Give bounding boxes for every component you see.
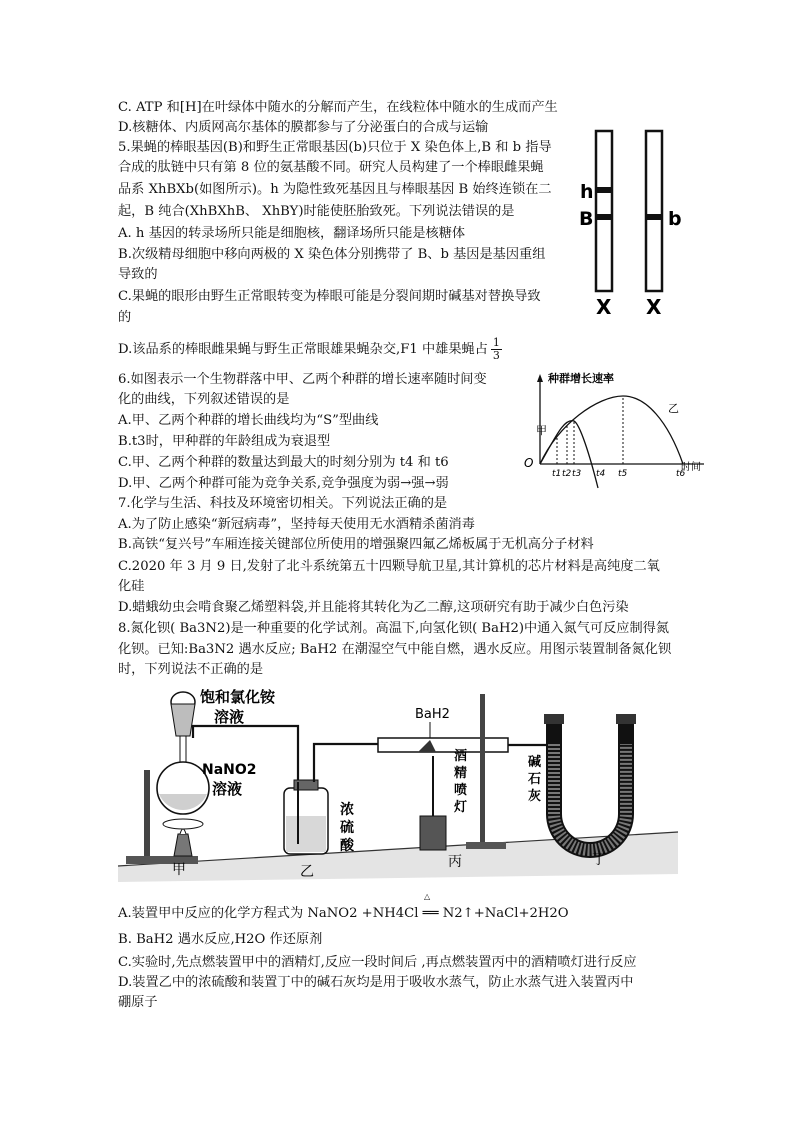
q4-option-c: C. ATP 和[H]在叶绿体中随水的分解而产生，在线粒体中随水的生成而产生: [118, 100, 558, 115]
tick-t2: t2: [562, 469, 572, 479]
q5-stem-4: 起，B 纯合(XhBXhB、 XhBY)时能使胚胎致死。下列说法错误的是: [118, 204, 515, 219]
q7-option-c-1: C.2020 年 3 月 9 日,发射了北斗系统第五十四颗导航卫星,其计算机的芯片材料是高纯度二氧: [118, 559, 660, 574]
u-tube-stopper-right: [616, 714, 636, 724]
q8-stem-2: 化钡。已知:Ba3N2 遇水反应; BaH2 在潮湿空气中能自燃，遇水反应。用图示装置制备氮化钡: [118, 642, 672, 657]
q8-stem-1: 8.氮化钡( Ba3N2)是一种重要的化学试剂。高温下,向氢化钡( BaH2)中通入氮气可反应制得氮: [118, 621, 670, 636]
spray-lamp-body: [420, 816, 446, 850]
chromosome-x2: [646, 131, 662, 291]
q8-option-b: B. BaH2 遇水反应,H2O 作还原剂: [118, 932, 323, 947]
label-solution-2: 溶液: [212, 780, 243, 798]
apparatus-ding: [544, 714, 636, 850]
jia-stand-base: [126, 856, 198, 864]
q8-stem-3: 时，下列说法不正确的是: [118, 662, 264, 677]
label-h2so4-2: 硫: [340, 820, 354, 836]
tick-t5: t5: [618, 469, 628, 479]
bing-stand-base: [466, 842, 506, 849]
series-yi-label: 乙: [668, 402, 679, 415]
q5-option-c-2: 的: [118, 310, 132, 325]
q5-option-c-1: C.果蝇的眼形由野生正常眼转变为棒眼可能是分裂间期时碱基对替换导致: [118, 289, 541, 304]
label-b: b: [668, 208, 682, 230]
label-lamp-3: 喷: [454, 783, 468, 798]
q8-option-a: A.装置甲中反应的化学方程式为 NaNO2 +NH4Cl ══ N2↑+NaCl+2H2O: [118, 906, 569, 921]
q6-stem-1: 6.如图表示一个生物群落中甲、乙两个种群的增长速率随时间变: [118, 372, 487, 387]
funnel-body: [171, 704, 195, 736]
label-jia: 甲: [172, 862, 186, 878]
q5-stem-1: 5.果蝇的棒眼基因(B)和野生正常眼基因(b)只位于 X 染色体上,B 和 b 指导: [118, 140, 552, 155]
q5-option-d: [118, 337, 502, 362]
q5-option-a: A. h 基因的转录场所只能是细胞核，翻译场所只能是核糖体: [118, 226, 466, 241]
label-lime-1: 碱: [528, 755, 542, 770]
q7-option-d: D.蜡蛾幼虫会啃食聚乙烯塑料袋,并且能将其转化为乙二醇,这项研究有助于减少白色污染: [118, 600, 629, 615]
q6-option-c: C.甲、乙两个种群的数量达到最大的时刻分别为 t4 和 t6: [118, 455, 449, 470]
q7-option-c-2: 化硅: [118, 579, 145, 594]
jia-stand-rod: [144, 770, 150, 860]
q6-option-d: D.甲、乙两个种群可能为竞争关系,竞争强度为弱→强→弱: [118, 476, 449, 491]
tick-t4: t4: [596, 469, 606, 479]
q7-stem: 7.化学与生活、科技及环境密切相关。下列说法正确的是: [118, 496, 448, 511]
q7-option-a: A.为了防止感染“新冠病毒”，坚持每天使用无水酒精杀菌消毒: [118, 517, 475, 532]
fraction-denominator: 3: [492, 349, 500, 362]
label-bing: 丙: [448, 854, 462, 870]
x-axis-label: 时间: [681, 462, 701, 473]
series-jia-label: 甲: [536, 424, 547, 437]
fraction: [491, 337, 502, 362]
apparatus-figure: [118, 684, 678, 882]
heat-mark: △: [424, 892, 431, 901]
tick-t1: t1: [552, 469, 562, 479]
growth-rate-chart: [518, 366, 710, 494]
q6-option-b: B.t3时，甲种群的年龄组成为衰退型: [118, 434, 331, 449]
label-nano2: NaNO2: [202, 762, 257, 778]
label-lime-2: 石: [528, 772, 542, 787]
label-bah2: BaH2: [415, 707, 450, 722]
label-h: h: [580, 181, 594, 203]
chromosome-x1: [596, 131, 612, 291]
label-lamp-1: 酒: [454, 749, 468, 764]
label-B: B: [579, 208, 594, 230]
reaction-tube: [378, 738, 508, 752]
alcohol-lamp: [174, 834, 192, 856]
origin-label: O: [524, 456, 534, 470]
apparatus-jia: [126, 692, 298, 864]
q8-option-d-2: 硼原子: [118, 995, 158, 1010]
band-B: [596, 214, 612, 220]
label-yi: 乙: [300, 864, 314, 880]
bing-stand-rod: [480, 694, 485, 844]
label-h2so4-3: 酸: [340, 838, 354, 854]
label-lime-3: 灰: [528, 789, 542, 804]
label-saturated-nh4cl: 饱和氯化铵: [200, 688, 276, 706]
label-ding: 丁: [592, 852, 606, 868]
label-x1: X: [596, 295, 612, 319]
u-tube-stopper-left: [544, 714, 564, 724]
wire-gauze: [163, 819, 203, 829]
label-lamp-2: 精: [454, 766, 468, 781]
lamp-flame: [180, 829, 186, 834]
tick-t6: t6: [676, 469, 686, 479]
band-b: [646, 214, 662, 220]
funnel-stem: [180, 736, 186, 762]
q5-option-b-2: 导致的: [118, 267, 158, 282]
label-lamp-4: 灯: [454, 800, 468, 815]
q6-stem-2: 化的曲线，下列叙述错误的是: [118, 392, 290, 407]
q5-option-d-text: D.该品系的棒眼雌果蝇与野生正常眼雄果蝇杂交,F1 中雄果蝇占: [118, 342, 488, 357]
q4-option-d: D.核糖体、内质网高尔基体的膜都参与了分泌蛋白的合成与运输: [118, 120, 489, 135]
q5-stem-2: 合成的肽链中只有第 8 位的氨基酸不同。研究人员构建了一个棒眼雌果蝇: [118, 160, 544, 175]
q5-option-b-1: B.次级精母细胞中移向两极的 X 染色体分别携带了 B、b 基因是基因重组: [118, 247, 546, 262]
q5-stem-3: 品系 XhBXb(如图所示)。h 为隐性致死基因且与棒眼基因 B 始终连锁在二: [118, 182, 552, 197]
q8-option-c: C.实验时,先点燃装置甲中的酒精灯,反应一段时间后 ,再点燃装置丙中的酒精喷灯进行反应: [118, 955, 637, 970]
q6-option-a: A.甲、乙两个种群的增长曲线均为“S”型曲线: [118, 413, 379, 428]
label-h2so4-1: 浓: [340, 802, 354, 818]
q8-option-d-1: D.装置乙中的浓硫酸和装置丁中的碱石灰均是用于吸收水蒸气，防止水蒸气进入装置丙中: [118, 975, 634, 990]
sulfuric-acid-liquid: [286, 816, 326, 852]
fraction-numerator: 1: [492, 336, 500, 349]
label-solution-1: 溶液: [214, 708, 245, 726]
q7-option-b: B.高铁“复兴号”车厢连接关键部位所使用的增强聚四氟乙烯板属于无机高分子材料: [118, 537, 594, 552]
chromosome-figure: [579, 126, 698, 326]
tick-t3: t3: [572, 469, 582, 479]
tube-yi-bing: [314, 744, 380, 782]
y-axis-label: 种群增长速率: [548, 372, 614, 385]
label-x2: X: [646, 295, 662, 319]
band-h: [596, 187, 612, 193]
series-yi-curve: [540, 396, 683, 464]
y-axis-arrow: [537, 374, 543, 382]
